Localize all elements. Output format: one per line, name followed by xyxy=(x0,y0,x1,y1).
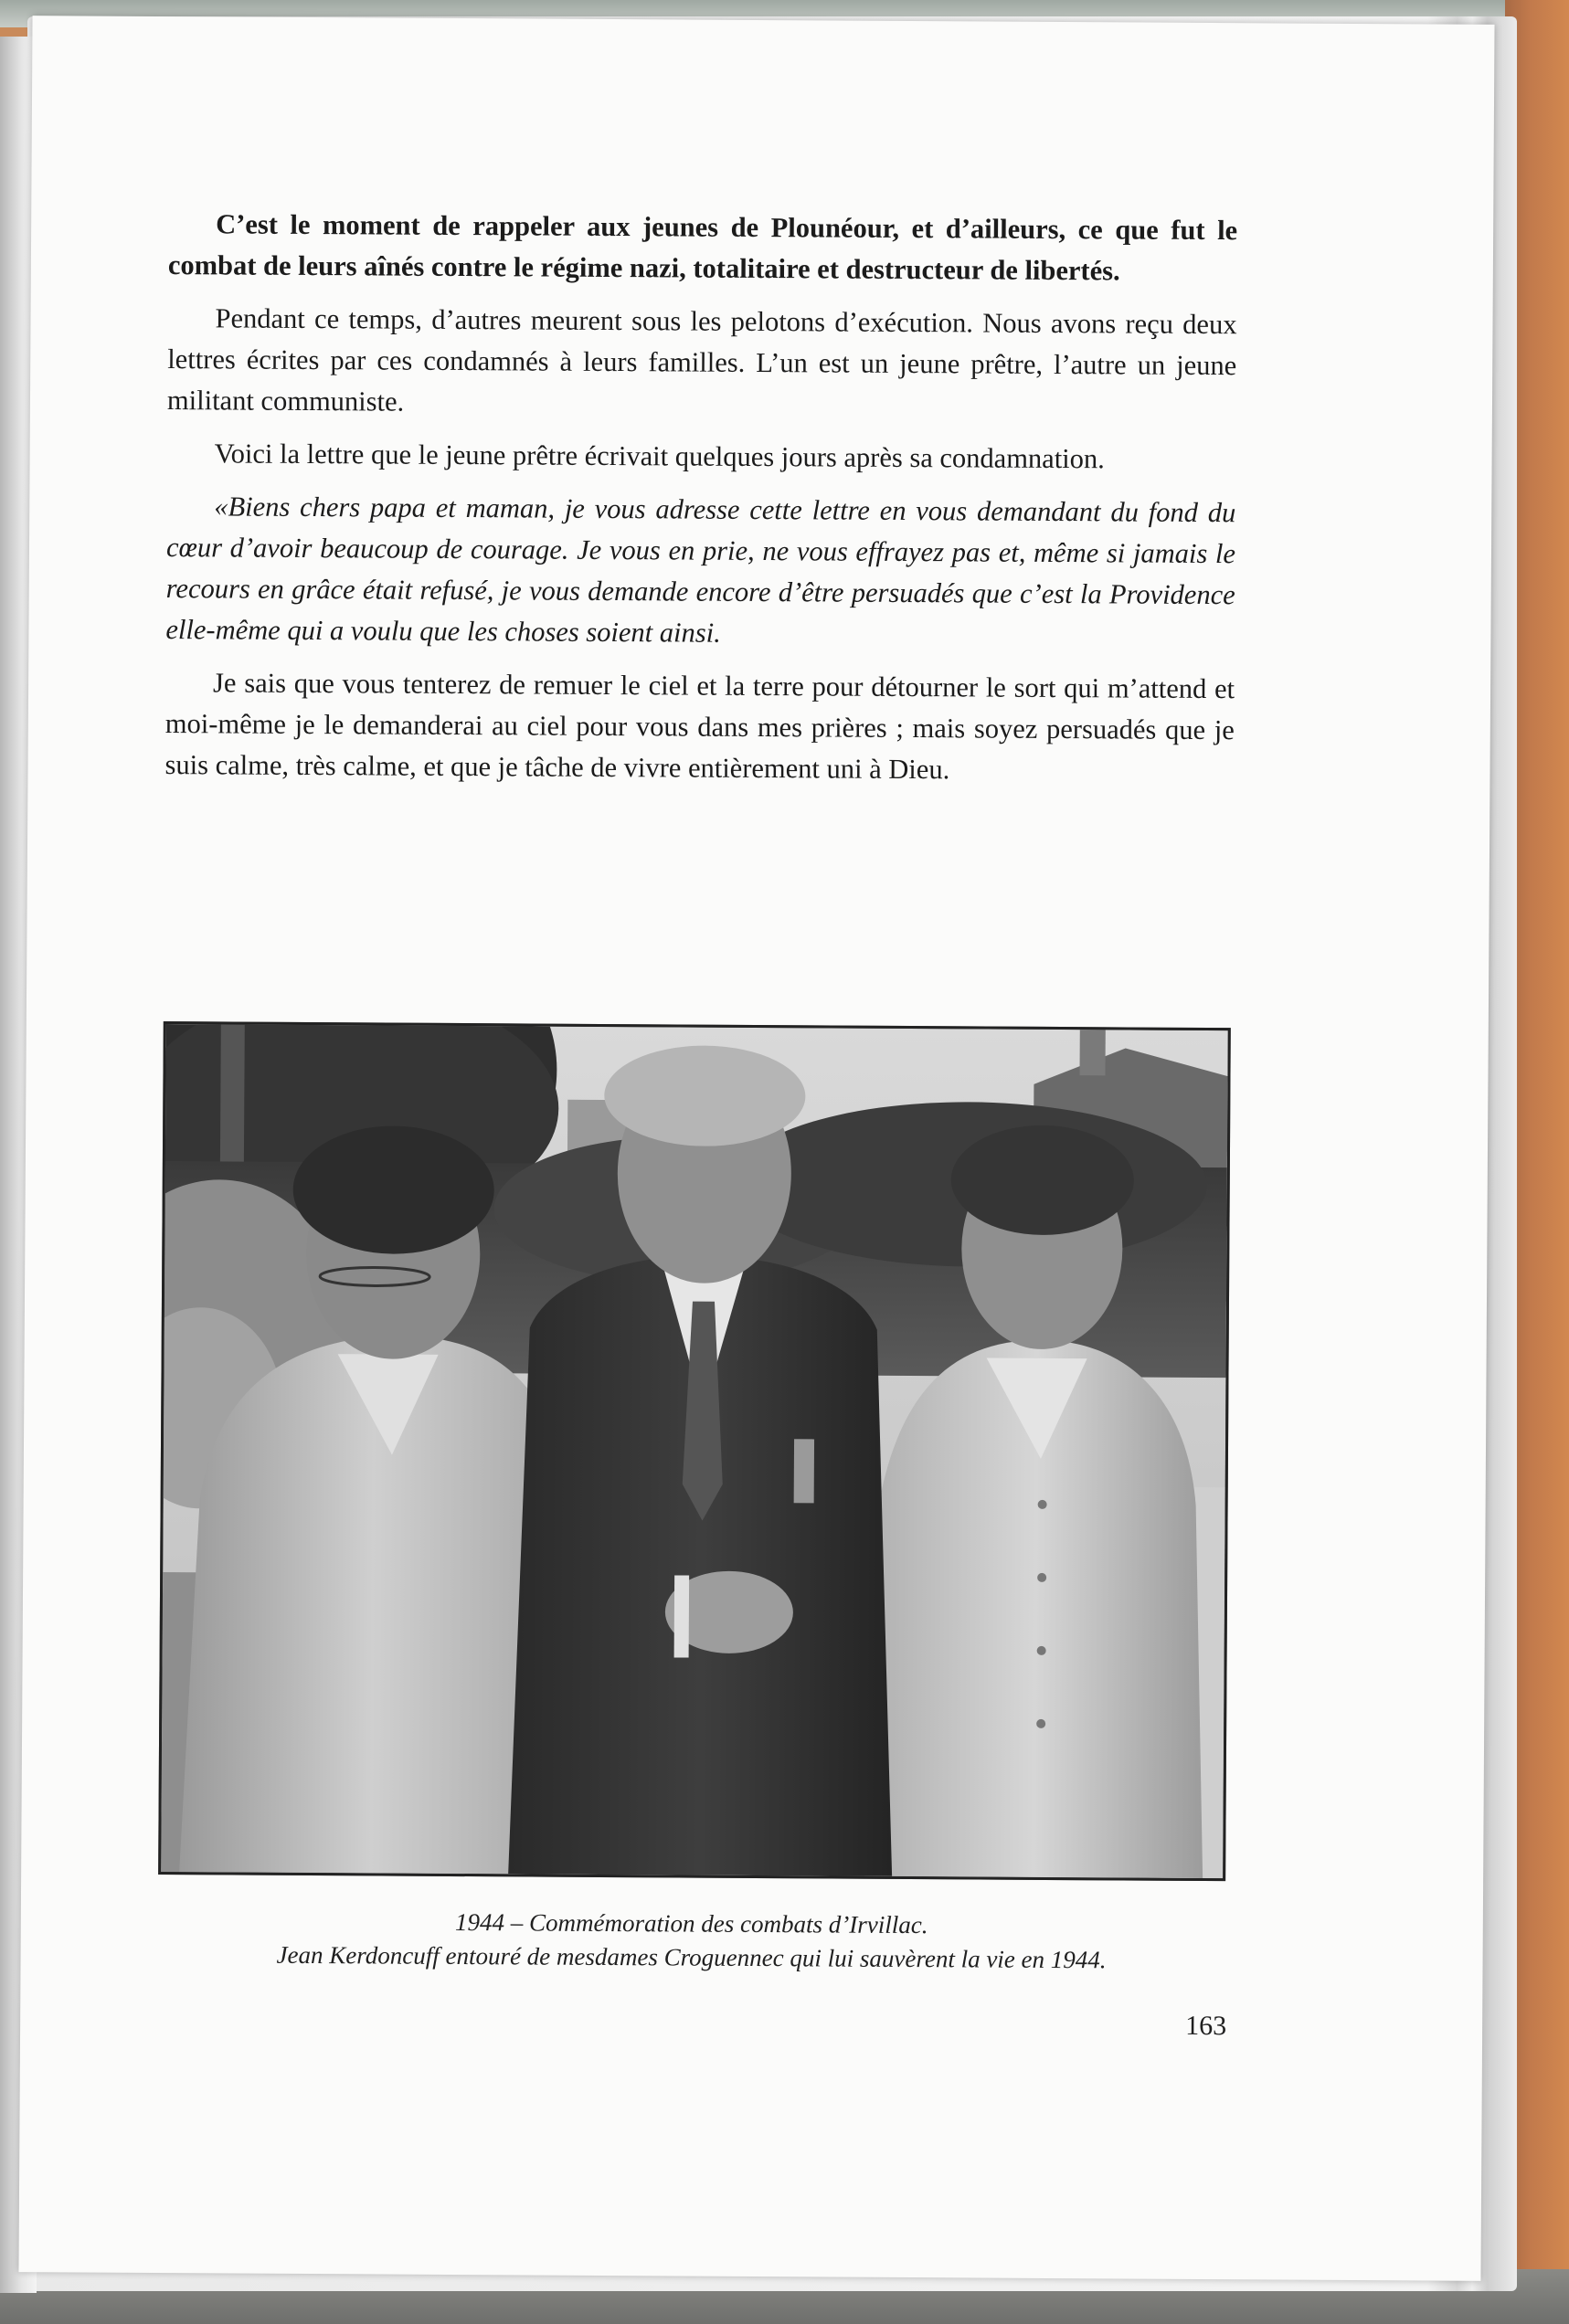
paragraph-executions: Pendant ce temps, d’autres meurent sous les pelotons d’exécution. Nous avons reçu deux lettres écrites par ces condamnés à leurs familles. L’un est un jeune prêtre, l’autre un jeune militant communiste. xyxy=(166,302,1237,417)
book-page xyxy=(18,16,1494,2281)
body-text xyxy=(164,204,1237,804)
paragraph-letter-quote: «Biens chers papa et maman, je vous adresse cette lettre en vous demandant du fond du cœur d’avoir beaucoup de courage. Je vous en prie, ne vous effrayez pas et, même si jamais le recours en grâce était refusé, je vous demande encore d’être persuadés que c’est la Providence elle-même qui a voulu que les choses soient ainsi. xyxy=(165,491,1236,649)
photo-illustration xyxy=(161,1024,1228,1878)
photo-caption xyxy=(157,1904,1224,1978)
page-number: 163 xyxy=(1185,2010,1227,2042)
caption-line-1: 1944 – Commémoration des combats d’Irvillac. xyxy=(454,1908,928,1939)
caption-line-2: Jean Kerdoncuff entouré de mesdames Croguennec qui lui sauvèrent la vie en 1944. xyxy=(276,1940,1107,1974)
paragraph-letter-continuation: Je sais que vous tenterez de remuer le ciel et la terre pour détourner le sort qui m’attend et moi-même je le demanderai au ciel pour vous dans mes prières ; mais soyez persuadés que je suis calme, très calme, et que je tâche de vivre entièrement uni à Dieu. xyxy=(164,667,1235,786)
paragraph-intro: C’est le moment de rappeler aux jeunes de Plounéour, et d’ailleurs, ce que fut le combat de leurs aînés contre le régime nazi, totalitaire et destructeur de libertés. xyxy=(167,208,1238,287)
photograph xyxy=(158,1021,1231,1881)
paragraph-letter-intro: Voici la lettre que le jeune prêtre écrivait quelques jours après sa condamnation. xyxy=(214,438,1105,475)
